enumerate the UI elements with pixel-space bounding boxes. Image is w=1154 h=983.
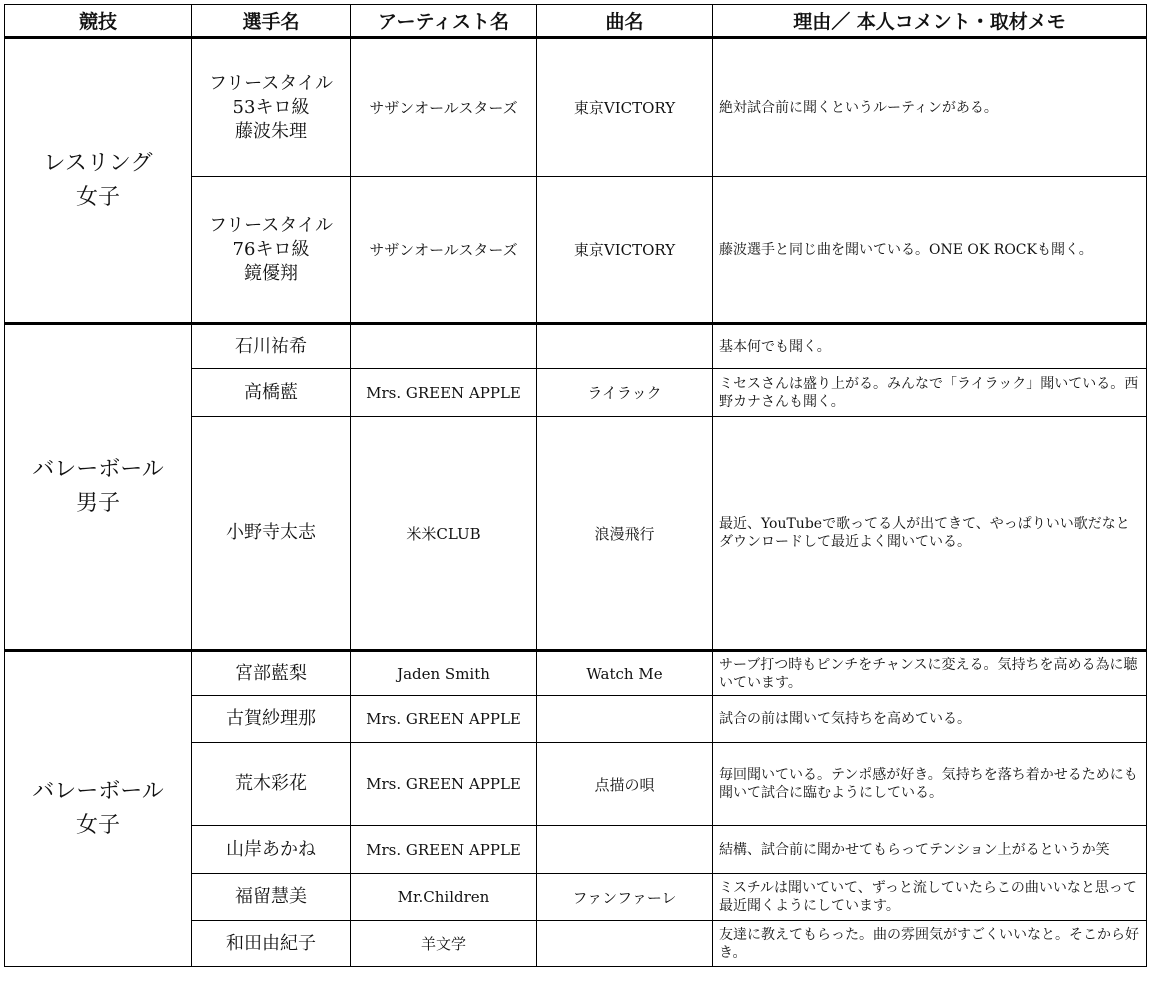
memo-cell: ミスチルは聞いていて、ずっと流していたらこの曲いいなと思って最近聞くようにしています。: [713, 874, 1147, 921]
header-sport: 競技: [5, 5, 192, 38]
song-cell: 浪漫飛行: [537, 417, 713, 651]
artist-cell: Mrs. GREEN APPLE: [351, 369, 537, 417]
memo-cell: 基本何でも聞く。: [713, 324, 1147, 369]
artist-cell: 羊文学: [351, 921, 537, 967]
sport-cell: レスリング 女子: [5, 38, 192, 324]
player-cell: 石川祐希: [192, 324, 351, 369]
memo-cell: 試合の前は聞いて気持ちを高めている。: [713, 696, 1147, 743]
artist-cell: Mr.Children: [351, 874, 537, 921]
artist-cell: 米米CLUB: [351, 417, 537, 651]
song-cell: [537, 696, 713, 743]
sport-cell: バレーボール 女子: [5, 651, 192, 967]
player-cell: 山岸あかね: [192, 826, 351, 874]
memo-cell: 毎回聞いている。テンポ感が好き。気持ちを落ち着かせるためにも聞いて試合に臨むようにしている。: [713, 743, 1147, 826]
memo-cell: 絶対試合前に聞くというルーティンがある。: [713, 38, 1147, 177]
song-cell: Watch Me: [537, 651, 713, 696]
memo-cell: 最近、YouTubeで歌ってる人が出てきて、やっぱりいい歌だなとダウンロードして最近よく聞いている。: [713, 417, 1147, 651]
table-row: [5, 651, 1147, 696]
player-cell: 高橋藍: [192, 369, 351, 417]
memo-cell: 結構、試合前に聞かせてもらってテンション上がるというか笑: [713, 826, 1147, 874]
header-row: [5, 5, 1147, 38]
artist-cell: Mrs. GREEN APPLE: [351, 696, 537, 743]
sport-cell: バレーボール 男子: [5, 324, 192, 651]
memo-cell: ミセスさんは盛り上がる。みんなで「ライラック」聞いている。西野カナさんも聞く。: [713, 369, 1147, 417]
artist-cell: Jaden Smith: [351, 651, 537, 696]
player-cell: 古賀紗理那: [192, 696, 351, 743]
table-row: [5, 38, 1147, 177]
artist-cell: サザンオールスターズ: [351, 38, 537, 177]
artist-cell: [351, 324, 537, 369]
header-player: 選手名: [192, 5, 351, 38]
player-cell: 和田由紀子: [192, 921, 351, 967]
player-cell: 福留慧美: [192, 874, 351, 921]
table-row: [5, 324, 1147, 369]
memo-cell: 友達に教えてもらった。曲の雰囲気がすごくいいなと。そこから好き。: [713, 921, 1147, 967]
memo-cell: 藤波選手と同じ曲を聞いている。ONE OK ROCKも聞く。: [713, 177, 1147, 324]
song-cell: [537, 921, 713, 967]
artist-cell: Mrs. GREEN APPLE: [351, 826, 537, 874]
header-artist: アーティスト名: [351, 5, 537, 38]
memo-cell: サーブ打つ時もピンチをチャンスに変える。気持ちを高める為に聴いています。: [713, 651, 1147, 696]
song-cell: 東京VICTORY: [537, 38, 713, 177]
song-cell: 東京VICTORY: [537, 177, 713, 324]
artist-cell: Mrs. GREEN APPLE: [351, 743, 537, 826]
header-memo: 理由／ 本人コメント・取材メモ: [713, 5, 1147, 38]
player-cell: 荒木彩花: [192, 743, 351, 826]
song-cell: ライラック: [537, 369, 713, 417]
player-cell: フリースタイル 53キロ級 藤波朱理: [192, 38, 351, 177]
song-cell: ファンファーレ: [537, 874, 713, 921]
player-cell: 宮部藍梨: [192, 651, 351, 696]
header-song: 曲名: [537, 5, 713, 38]
artist-cell: サザンオールスターズ: [351, 177, 537, 324]
song-cell: [537, 826, 713, 874]
player-cell: 小野寺太志: [192, 417, 351, 651]
music-table: [4, 4, 1147, 967]
player-cell: フリースタイル 76キロ級 鏡優翔: [192, 177, 351, 324]
song-cell: 点描の唄: [537, 743, 713, 826]
song-cell: [537, 324, 713, 369]
